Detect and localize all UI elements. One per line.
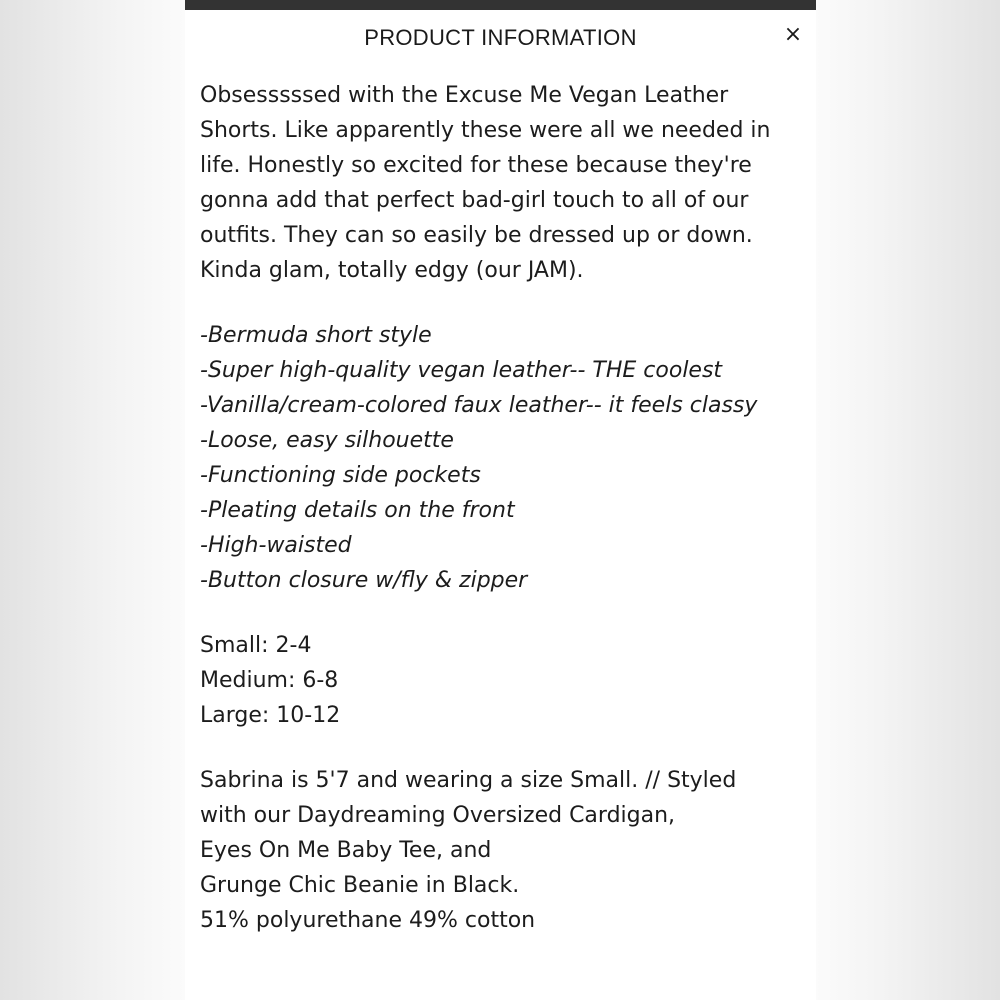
description-line: outfits. They can so easily be dressed up or down. (200, 223, 753, 248)
spacer (200, 598, 810, 628)
modal-title: PRODUCT INFORMATION (364, 25, 637, 50)
product-info-panel (185, 0, 816, 1000)
product-description (200, 78, 810, 938)
size-item: Small: 2-4 (200, 633, 312, 658)
description-line: Kinda glam, totally edgy (our JAM). (200, 258, 584, 283)
description-line: Shorts. Like apparently these were all we needed in (200, 118, 771, 143)
feature-item: -Loose, easy silhouette (200, 428, 454, 453)
close-icon[interactable]: × (783, 22, 803, 47)
styling-line: with our Daydreaming Oversized Cardigan, (200, 803, 676, 828)
feature-item: -Bermuda short style (200, 323, 432, 348)
description-line: Obsesssssed with the Excuse Me Vegan Leather (200, 83, 729, 108)
feature-item: -Super high-quality vegan leather-- THE coolest (200, 358, 723, 383)
modal-header (185, 10, 816, 66)
description-line: life. Honestly so excited for these because they're (200, 153, 752, 178)
styling-line: Eyes On Me Baby Tee, and (200, 838, 492, 863)
size-item: Medium: 6-8 (200, 668, 339, 693)
spacer (200, 733, 810, 763)
feature-list (200, 318, 810, 598)
description-line: gonna add that perfect bad-girl touch to all of our (200, 188, 749, 213)
styling-line: Grunge Chic Beanie in Black. (200, 873, 520, 898)
spacer (200, 288, 810, 318)
feature-item: -Pleating details on the front (200, 498, 515, 523)
size-item: Large: 10-12 (200, 703, 341, 728)
styling-line: Sabrina is 5'7 and wearing a size Small. // Styled (200, 768, 737, 793)
material-composition: 51% polyurethane 49% cotton (200, 908, 536, 933)
feature-item: -Vanilla/cream-colored faux leather-- it feels classy (200, 393, 758, 418)
description-paragraph (200, 78, 810, 288)
feature-item: -Functioning side pockets (200, 463, 481, 488)
size-list (200, 628, 810, 733)
feature-item: -High-waisted (200, 533, 352, 558)
top-bar (185, 0, 816, 10)
styling-notes (200, 763, 810, 938)
feature-item: -Button closure w/fly & zipper (200, 568, 528, 593)
